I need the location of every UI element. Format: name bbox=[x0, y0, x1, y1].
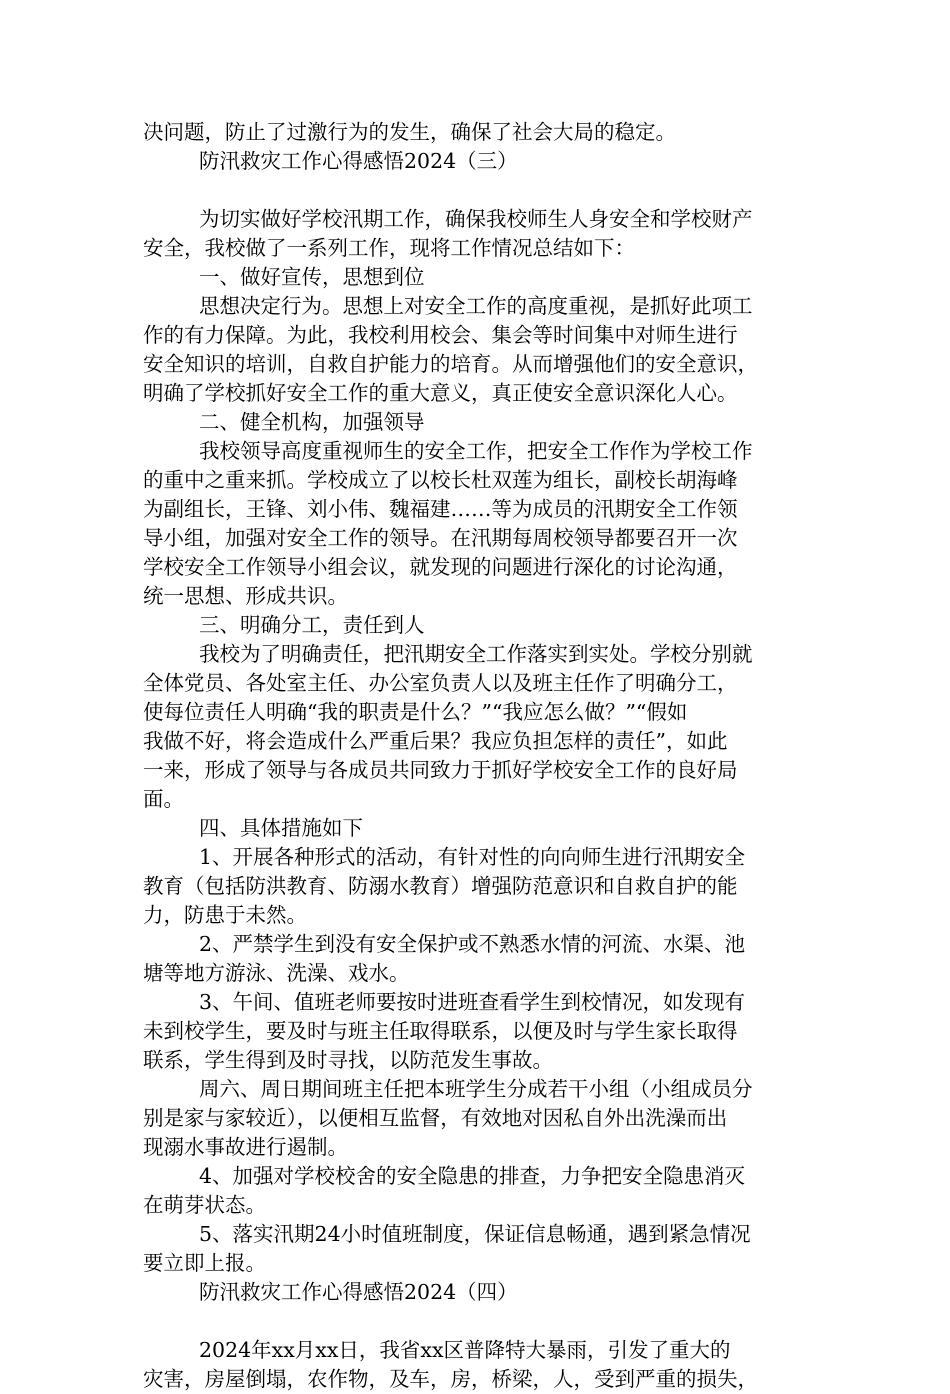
document-line: 全体党员、各处室主任、办公室负责人以及班主任作了明确分工， bbox=[143, 671, 738, 695]
document-line: 2、严禁学生到没有安全保护或不熟悉水情的河流、水渠、池 bbox=[199, 932, 746, 956]
blank-line bbox=[143, 176, 823, 205]
document-line: 现溺水事故进行遏制。 bbox=[143, 1135, 348, 1159]
document-line: 安全知识的培训，自救自护能力的培育。从而增强他们的安全意识， bbox=[143, 352, 758, 376]
document-line: 为副组长，王锋、刘小伟、魏福建……等为成员的汛期安全工作领 bbox=[143, 497, 738, 521]
document-line: 要立即上报。 bbox=[143, 1251, 266, 1275]
document-line: 决问题，防止了过激行为的发生，确保了社会大局的稳定。 bbox=[143, 120, 676, 144]
document-line: 为切实做好学校汛期工作，确保我校师生人身安全和学校财产 bbox=[199, 207, 753, 231]
document-body bbox=[143, 118, 823, 1394]
document-line: 明确了学校抓好安全工作的重大意义，真正使安全意识深化人心。 bbox=[143, 381, 738, 405]
document-line: 3、午间、值班老师要按时进班查看学生到校情况，如发现有 bbox=[199, 990, 746, 1014]
document-line: 在萌芽状态。 bbox=[143, 1193, 266, 1217]
document-line: 学校安全工作领导小组会议，就发现的问题进行深化的讨论沟通， bbox=[143, 555, 738, 579]
document-line: 防汛救灾工作心得感悟2024（四） bbox=[199, 1280, 518, 1304]
document-line: 作的有力保障。为此，我校利用校会、集会等时间集中对师生进行 bbox=[143, 323, 738, 347]
document-line: 防汛救灾工作心得感悟2024（三） bbox=[199, 149, 518, 173]
document-line: 我做不好，将会造成什么严重后果？我应负担怎样的责任”，如此 bbox=[143, 729, 728, 753]
document-line: 未到校学生，要及时与班主任取得联系，以便及时与学生家长取得 bbox=[143, 1019, 738, 1043]
document-line: 塘等地方游泳、洗澡、戏水。 bbox=[143, 961, 410, 985]
document-line: 我校为了明确责任，把汛期安全工作落实到实处。学校分别就 bbox=[199, 642, 753, 666]
document-line: 我校领导高度重视师生的安全工作，把安全工作作为学校工作 bbox=[199, 439, 753, 463]
document-line: 灾害，房屋倒塌，农作物，及车，房，桥梁，人，受到严重的损失， bbox=[143, 1367, 758, 1391]
blank-line bbox=[143, 1307, 823, 1336]
document-line: 一来，形成了领导与各成员共同致力于抓好学校安全工作的良好局 bbox=[143, 758, 738, 782]
document-line: 4、加强对学校校舍的安全隐患的排查，力争把安全隐患消灭 bbox=[199, 1164, 746, 1188]
document-line: 周六、周日期间班主任把本班学生分成若干小组（小组成员分 bbox=[199, 1077, 753, 1101]
document-line: 安全，我校做了一系列工作，现将工作情况总结如下： bbox=[143, 236, 635, 260]
document-line: 三、明确分工，责任到人 bbox=[199, 613, 425, 637]
document-line: 5、落实汛期24小时值班制度，保证信息畅通，遇到紧急情况 bbox=[199, 1222, 751, 1246]
document-line: 使每位责任人明确“我的职责是什么？”“我应怎么做？”“假如 bbox=[143, 700, 688, 724]
document-line: 联系，学生得到及时寻找，以防范发生事故。 bbox=[143, 1048, 553, 1072]
document-line: 一、做好宣传，思想到位 bbox=[199, 265, 425, 289]
document-line: 2024年xx月xx日，我省xx区普降特大暴雨，引发了重大的 bbox=[199, 1338, 731, 1362]
document-line: 导小组，加强对安全工作的领导。在汛期每周校领导都要召开一次 bbox=[143, 526, 738, 550]
document-line: 面。 bbox=[143, 787, 184, 811]
document-line: 的重中之重来抓。学校成立了以校长杜双莲为组长，副校长胡海峰 bbox=[143, 468, 738, 492]
document-line: 统一思想、形成共识。 bbox=[143, 584, 348, 608]
document-line: 二、健全机构，加强领导 bbox=[199, 410, 425, 434]
document-line: 思想决定行为。思想上对安全工作的高度重视，是抓好此项工 bbox=[199, 294, 753, 318]
document-line: 四、具体措施如下 bbox=[199, 816, 363, 840]
document-line: 1、开展各种形式的活动，有针对性的向向师生进行汛期安全 bbox=[199, 845, 746, 869]
document-line: 教育（包括防洪教育、防溺水教育）增强防范意识和自救自护的能 bbox=[143, 874, 738, 898]
document-line: 别是家与家较近），以便相互监督，有效地对因私自外出洗澡而出 bbox=[143, 1106, 728, 1130]
document-line: 力，防患于未然。 bbox=[143, 903, 307, 927]
